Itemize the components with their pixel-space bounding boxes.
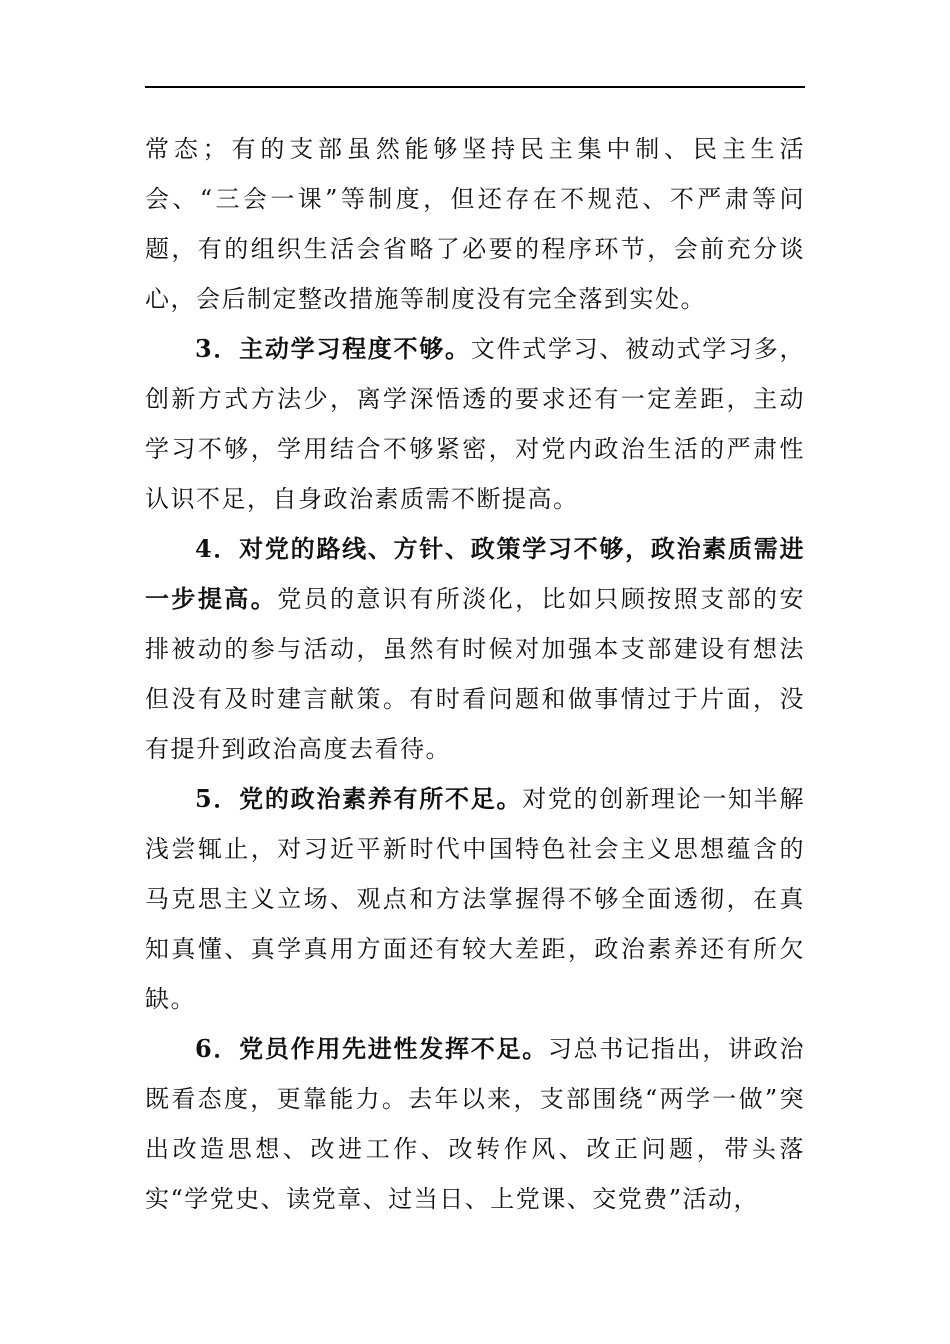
paragraph-item-3 [145,324,805,524]
paragraph-item-4 [145,524,805,774]
document-body [145,124,805,1224]
paragraph-heading: 3．主动学习程度不够。 [195,334,471,363]
paragraph-text: 习总书记指出，讲政治既看态度，更靠能力。去年以来，支部围绕“两学一做”突出改造思想、改进工作、改转作风、改正问题，带头落实“学党史、读党章、过当日、上党课、交党费”活动， [145,1035,806,1213]
paragraph-text: 常态；有的支部虽然能够坚持民主集中制、民主生活会、“三会一课”等制度，但还存在不规范、不严肃等问题，有的组织生活会省略了必要的程序环节，会前充分谈心，会后制定整改措施等制度没有完全落到实处。 [145,135,805,313]
paragraph-heading: 5．党的政治素养有所不足。 [195,784,523,813]
paragraph-text: 文件式学习、被动式学习多，创新方式方法少，离学深悟透的要求还有一定差距，主动学习不够，学用结合不够紧密，对党内政治生活的严肃性认识不足，自身政治素质需不断提高。 [145,335,805,513]
paragraph-item-6 [145,1024,805,1224]
paragraph-heading: 6．党员作用先进性发挥不足。 [195,1034,548,1063]
paragraph-text: 党员的意识有所淡化，比如只顾按照支部的安排被动的参与活动，虽然有时候对加强本支部建设有想法但没有及时建言献策。有时看问题和做事情过于片面，没有提升到政治高度去看待。 [145,585,805,763]
paragraph-heading: 4．对党的路线、方针、政策学习不够，政治素质需进一步提高。 [145,534,805,613]
header-rule [145,86,805,88]
paragraph-continuation [145,124,805,324]
paragraph-item-5 [145,774,805,1024]
paragraph-text: 对党的创新理论一知半解浅尝辄止，对习近平新时代中国特色社会主义思想蕴含的马克思主义立场、观点和方法掌握得不够全面透彻，在真知真懂、真学真用方面还有较大差距，政治素养还有所欠缺。 [145,785,806,1013]
